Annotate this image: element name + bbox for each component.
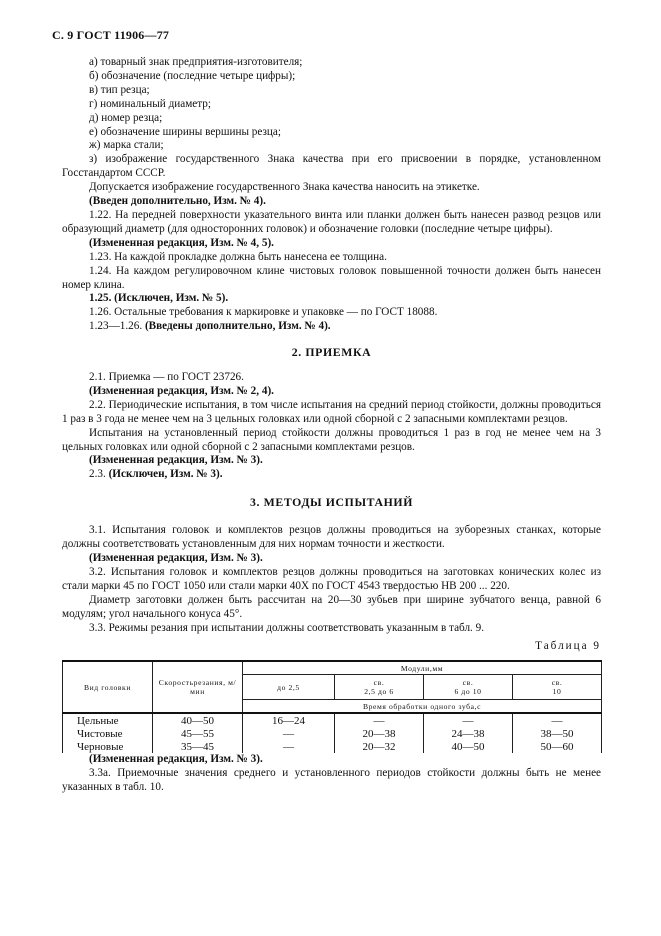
amendment-note: (Измененная редакция, Изм. № 3). [89, 552, 263, 564]
column-header-speed: Скоростьрезания, м/мин [153, 661, 243, 713]
amendment-note: (Измененная редакция, Изм. № 2, 4). [89, 384, 274, 397]
paragraph: Испытания на установленный период стойкости должны проводиться 1 раз в год не менее чем на 3 цельных головках или одной сборной с 2 запасными комплектами резцов. [62, 426, 601, 453]
list-item: в) тип резца; [89, 83, 150, 96]
list-item: б) обозначение (последние четыре цифры); [89, 69, 296, 82]
page-header: С. 9 ГОСТ 11906—77 [52, 28, 170, 42]
list-item: з) изображение государственного Знака качества при его присвоении в порядке, установленном Госстандартом СССР. [62, 153, 601, 180]
clause-2-3 [62, 468, 601, 482]
section-title-test-methods: 3. МЕТОДЫ ИСПЫТАНИЙ [250, 495, 413, 510]
clause-3-3: 3.3. Режимы резания при испытании должны соответствовать указанным в табл. 9. [89, 621, 485, 634]
clause-1-22: 1.22. На передней поверхности указательного винта или планки должен быть нанесен развод резцов или образующий диаметр (для односторонних головок) и обозначение головки (последние четыре цифры). [62, 208, 601, 235]
amendment-note: (Измененная редакция, Изм. № 3). [89, 753, 263, 766]
clause-3-1: 3.1. Испытания головок и комплектов резцов должны проводиться на зуборезных станках, которые должны соответствовать установленным для них нормам точности и жесткости. [62, 524, 601, 551]
list-item: а) товарный знак предприятия-изготовителя; [89, 56, 303, 68]
clause-1-25: 1.25. (Исключен, Изм. № 5). [89, 292, 229, 305]
column-header-modules: Модули,мм [243, 661, 602, 675]
table-caption: Таблица 9 [535, 640, 601, 653]
table-row: Цельные 40—50 16—24 — — — [63, 713, 602, 727]
clause-1-23-26 [62, 320, 601, 334]
section-title-acceptance: 2. ПРИЕМКА [291, 345, 372, 360]
clause-1-26: 1.26. Остальные требования к маркировке и упаковке — по ГОСТ 18088. [89, 306, 438, 319]
table-9 [62, 660, 602, 753]
clause-number: 2.3. [89, 468, 106, 481]
module-header: св. 2,5 до 6 [335, 675, 424, 700]
clause-3-3a: 3.3а. Приемочные значения среднего и установленного периодов стойкости должны быть не менее указанных в табл. 10. [62, 767, 601, 794]
clause-3-2: 3.2. Испытания головок и комплектов резцов должны проводиться на заготовках конических колес из стали марки 45 по ГОСТ 1050 или стали марки 40Х по ГОСТ 4543 твердостью НВ 200 ... 220. [62, 565, 601, 592]
clause-2-1: 2.1. Приемка — по ГОСТ 23726. [89, 371, 244, 384]
list-item: ж) марка стали; [89, 139, 164, 152]
column-header-tooth-time: Время обработки одного зуба,с [243, 700, 602, 714]
amendment-note: (Введен дополнительно, Изм. № 4). [89, 195, 266, 208]
amendment-note: (Введены дополнительно, Изм. № 4). [144, 320, 331, 333]
document-body [62, 56, 601, 795]
list-item: е) обозначение ширины вершины резца; [89, 125, 281, 138]
table-row: Чистовые 45—55 — 20—38 24—38 38—50 [63, 727, 602, 740]
list-item: д) номер резца; [89, 111, 163, 124]
clause-2-2: 2.2. Периодические испытания, в том числе испытания на средний период стойкости, должны проводиться 1 раз в 3 года не менее чем на 3 цельных головках или одной сборной с 2 запасными комплектами резцов. [62, 398, 601, 425]
paragraph: Допускается изображение государственного Знака качества наносить на этикетке. [89, 181, 480, 194]
amendment-note: (Измененная редакция, Изм. № 3). [89, 454, 263, 467]
paragraph: Диаметр заготовки должен быть рассчитан на 20—30 зубьев при ширине зубчатого венца, равной 6 модулям; угол начального конуса 45°. [62, 593, 601, 620]
amendment-note: (Измененная редакция, Изм. № 4, 5). [89, 236, 274, 249]
module-header: св. 10 [513, 675, 602, 700]
clause-1-23: 1.23. На каждой прокладке должна быть нанесена ее толщина. [89, 250, 387, 263]
list-item: г) номинальный диаметр; [89, 97, 211, 110]
table-row: Черновые 35—45 — 20—32 40—50 50—60 [63, 740, 602, 753]
column-header-head-type: Вид головки [63, 661, 153, 713]
clause-1-24: 1.24. На каждом регулировочном клине чистовых головок повышенной точности должен быть нанесен номер клина. [62, 264, 601, 291]
clause-number: 1.23—1.26. [89, 320, 143, 333]
module-header: до 2,5 [243, 675, 335, 700]
module-header: св. 6 до 10 [424, 675, 513, 700]
amendment-note: (Исключен, Изм. № 3). [108, 468, 223, 481]
